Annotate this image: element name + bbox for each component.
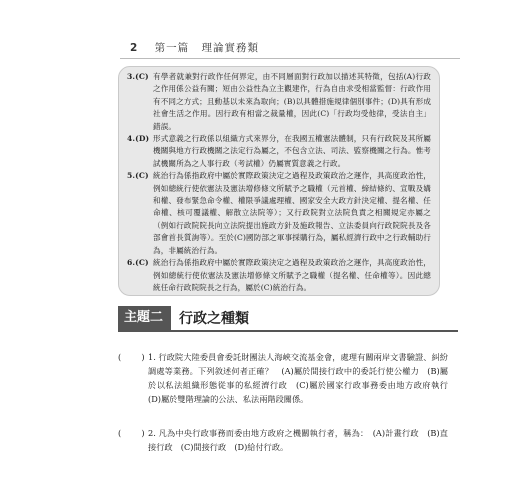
question-item [118, 350, 457, 420]
answer-item [127, 71, 431, 133]
answer-text: 形式意義之行政係以組織方式來界分，在我國五權憲法體制，只有行政院及其所屬機關與地方行政機關之法定行為屬之，不包含立法、司法、監察機關之行為。惟考試機關所為之人事行政（考試權）仍屬實質意義之行政。 [153, 134, 431, 168]
answer-blank: ( ) [118, 428, 151, 438]
answer-number: 4.(D) [127, 134, 150, 144]
answer-text: 統治行為係指政府中屬於實際政策決定之過程及政策政治之運作，具高度政治性，例如總統行使依憲法及憲法增修條文所賦予之職權（元首權、締結條約、宣戰及媾和權、發布緊急命令權、權限爭議處理權、國家安全大政方針決定權、提名權、任命權、核可覆議權、解散立法院等）；又行政院對立法院負責之相關規定亦屬之（例如行政院院長向立法院提出施政方針及施政報告、立法委員向行政院院長及各部會首長質詢等）。至於(C)國防部之軍事採購行為，屬私經濟行政中之行政輔助行為，非屬統治行為。 [153, 171, 431, 255]
answer-text: 統治行為係指政府中屬於實際政策決定之過程及政策政治之運作，具高度政治性，例如總統行使依憲法及憲法增修條文所賦予之職權（提名權、任命權等）。因此總統任命行政院院長之行為，屬於(C)統治行為。 [153, 258, 431, 292]
section-heading [118, 306, 458, 332]
chapter-label: 第一篇 [154, 42, 190, 54]
question-item [118, 426, 448, 458]
answer-item [127, 257, 431, 294]
header-rule [120, 58, 460, 59]
answer-box [118, 66, 440, 296]
book-title: 理論實務類 [201, 42, 259, 54]
question-text: 2. 凡為中央行政事務而委由地方政府之機關執行者，稱為： (A)計畫行政 (B)直接行政 (C)間接行政 (D)給付行政。 [148, 428, 448, 452]
running-head [130, 40, 259, 55]
answer-number: 3.(C) [127, 72, 149, 81]
answer-number: 6.(C) [127, 258, 149, 268]
answer-item [127, 133, 431, 170]
section-label: 主題二 [118, 306, 171, 330]
answer-text: 有學者就兼對行政作任何界定，由不同層面對行政加以描述其特徵，包括(A)行政之作用係公益有關；短由公益性為立主觀建作，行為自由求受相當監督：行政作用有不同之方式；且動基以未來為取向；(B)以具體措施規律個別事件；(D)具有形成社會生活之作用。因行政有相當之裁量權，因此(C)「行政均受他律，受法自主」錯誤。 [153, 72, 432, 131]
answer-item [127, 170, 431, 257]
section-title: 行政之種類 [179, 311, 250, 327]
page-number: 2 [130, 42, 139, 54]
answer-blank: ( ) [118, 352, 151, 362]
answer-number: 5.(C) [127, 171, 149, 181]
question-text: 1. 行政院大陸委員會委託財團法人海峽交流基金會，處理有關兩岸文書驗證、糾紛調處等業務。下列敘述何者正確？ (A)屬於間接行政中的委託行使公權力 (B)屬於以私法組織形態從事的私經濟行政 (C)屬於國家行政事務委由地方政府執行 (D)屬於雙階理論的公法、私法兩階段關係。 [148, 352, 457, 404]
